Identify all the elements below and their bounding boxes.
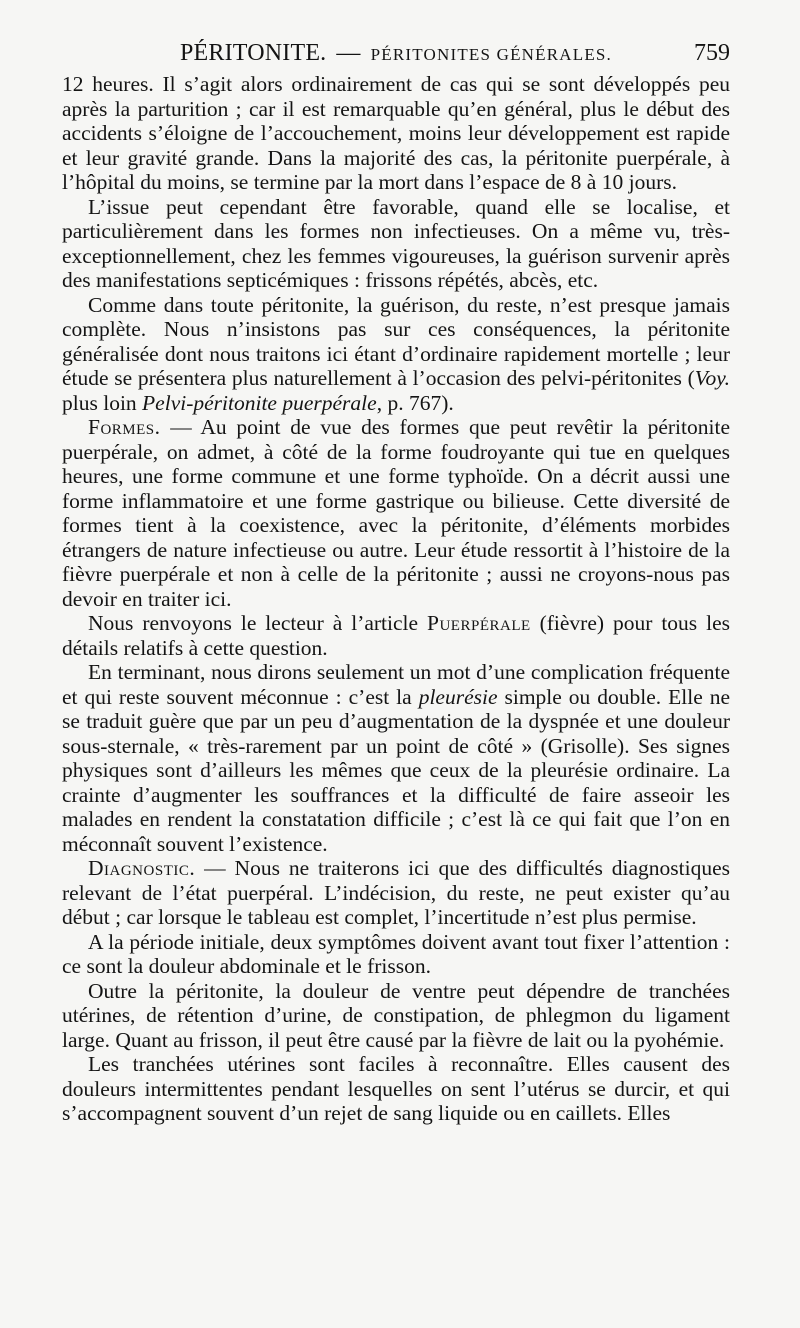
paragraph-8: A la période initiale, deux symptômes doivent avant tout fixer l’attention : ce sont la douleur abdominale et le frisson. <box>62 929 730 978</box>
section-heading-formes: Formes. <box>88 415 161 439</box>
page-header <box>62 36 730 70</box>
paragraph-6 <box>62 660 730 856</box>
article-reference: Puerpérale <box>427 611 531 635</box>
paragraph-1: 12 heures. Il s’agit alors ordinairement de cas qui se sont développés peu après la parturition ; car il est remarquable qu’en général, plus le début des accidents s’éloigne de l’accouchement, moins leur développement est rapide et leur gravité grande. Dans la majorité des cas, la péritonite puerpérale, à l’hôpital du moins, se termine par la mort dans l’espace de 8 à 10 jours. <box>62 72 730 194</box>
paragraph-7 <box>62 856 730 930</box>
body-text <box>62 72 730 1126</box>
term-pleuresie: pleurésie <box>418 684 498 709</box>
paragraph-5-text-after: (fièvre) pour tous les détails relatifs à cette question. <box>62 611 730 660</box>
running-head-subtitle: PÉRITONITES GÉNÉRALES. <box>370 45 613 64</box>
paragraph-4-text: — Au point de vue des formes que peut revêtir la péritonite puerpérale, on admet, à côté de la forme foudroyante qui tue en quelques heures, une forme commune et une forme typhoïde. On a décrit aussi une forme inflammatoire et une forme gastrique ou bilieuse. Cette diversité de formes tient à la coexistence, avec la péritonite, d’éléments morbides étrangers de nature infectieuse ou autre. Leur étude ressortit à l’histoire de la fièvre puerpérale et non à celle de la péritonite ; aussi ne croyons-nous pas devoir en traiter ici. <box>62 415 730 611</box>
reference-voy: Voy. <box>694 366 730 390</box>
paragraph-7-text: — Nous ne traiterons ici que des difficultés diagnostiques relevant de l’état puerpéral. L’indécision, du reste, ne peut exister qu’au début ; car lorsque le tableau est complet, l’incertitude n’est plus permise. <box>62 856 730 929</box>
running-head-dash: — <box>336 40 361 66</box>
paragraph-3-text-before: Comme dans toute péritonite, la guérison, du reste, n’est presque jamais complète. Nous n’insistons pas sur ces conséquences, la péritonite généralisée dont nous traitons ici étant d’ordinaire rapidement mortelle ; leur étude se présentera plus naturellement à l’occasion des pelvi-péritonites ( <box>62 292 730 390</box>
paragraph-6-text-before: En terminant, nous dirons seulement un mot d’une complication fréquente et qui reste souvent méconnue : c’est la <box>62 660 730 709</box>
reference-title: Pelvi-péritonite puerpérale <box>142 390 377 415</box>
paragraph-2: L’issue peut cependant être favorable, quand elle se localise, et particulièrement dans les formes non infectieuses. On a même vu, très-exceptionnellement, chez les femmes vigoureuses, la guérison survenir après des manifestations septicémiques : frissons répétés, abcès, etc. <box>62 194 730 292</box>
paragraph-10: Les tranchées utérines sont faciles à reconnaître. Elles causent des douleurs intermittentes pendant lesquelles on sent l’utérus se durcir, et qui s’accompagnent souvent d’un rejet de sang liquide ou en caillets. Elles <box>62 1052 730 1125</box>
paragraph-3 <box>62 293 730 416</box>
section-heading-diagnostic: Diagnostic. <box>88 856 196 880</box>
paragraph-4 <box>62 415 730 611</box>
running-head-title: PÉRITONITE. <box>179 40 327 66</box>
page-number: 759 <box>694 40 730 66</box>
paragraph-3-text-middle: plus loin <box>62 390 143 415</box>
running-head <box>62 36 730 72</box>
paragraph-9: Outre la péritonite, la douleur de ventre peut dépendre de tranchées utérines, de rétention d’urine, de constipation, de phlegmon du ligament large. Quant au frisson, il peut être causé par la fièvre de lait ou la pyohémie. <box>62 978 730 1052</box>
paragraph-6-text-after: simple ou double. Elle ne se traduit guère que par un peu d’augmentation de la dyspnée et une douleur sous-sternale, « très-rarement par un point de côté » (Grisolle). Ses signes physiques sont d’ailleurs les mêmes que ceux de la pleurésie ordinaire. La crainte d’augmenter les souffrances et la difficulté de faire asseoir les malades en rendent la constatation difficile ; c’est là ce qui fait que l’on en méconnaît souvent l’existence. <box>62 684 731 856</box>
paragraph-3-text-after: , p. 767). <box>376 390 454 415</box>
paragraph-5-text-before: Nous renvoyons le lecteur à l’article <box>88 611 428 635</box>
paragraph-5 <box>62 611 730 660</box>
